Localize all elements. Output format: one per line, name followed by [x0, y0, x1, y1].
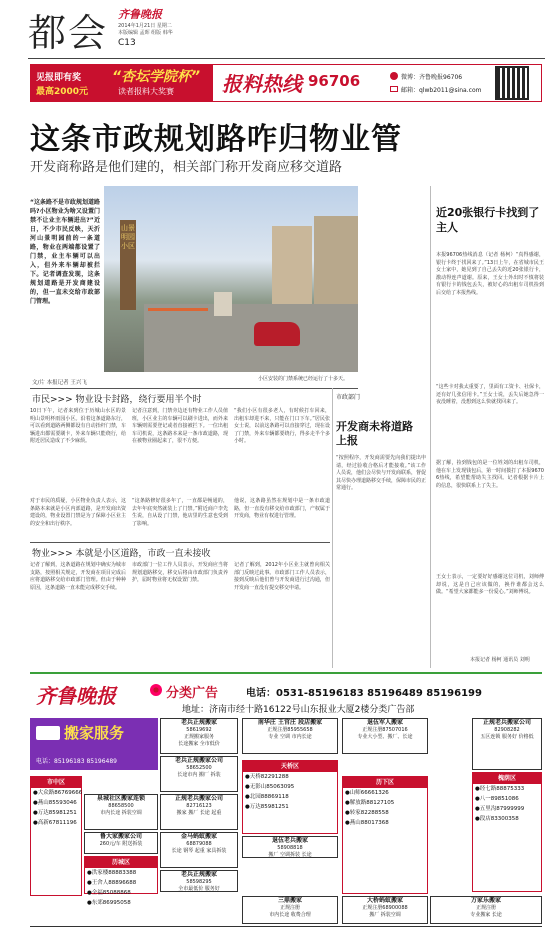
section-title: 都会 [28, 11, 109, 55]
listing-title: 正规老兵搬家公司 [482, 719, 531, 726]
district-block [342, 776, 428, 894]
district-block [30, 776, 82, 896]
article-column: “这条路修好很多年了，一直都是畅通的，去年年底突然就装上了门禁。”附近商户李先生说，自从设了门禁，他店里的生意也受到了影响。 [132, 498, 228, 527]
ad-title: 分类广告 [166, 686, 219, 701]
listing-title: 退伍军人搬家 [366, 719, 403, 726]
listing-text: 正规注册87507016 专业大小型、搬厂、长途 [357, 727, 413, 740]
section-heading-residents: 市民>>> 物业设卡封路，绕行要用半个时 [32, 395, 202, 405]
listing-text: 58652500 长途市内 搬厂 拆装 [177, 765, 221, 778]
district-name: 槐荫区 [473, 773, 541, 784]
promo-left-text: 见报即有奖 [36, 73, 82, 83]
district-phone: ●全福85088868 [87, 890, 131, 896]
listing-text: 68879088 长途 钢琴 起重 家具拆装 [171, 841, 227, 854]
photo-barrier [148, 308, 208, 311]
classified-listing [160, 794, 238, 830]
classified-listing [342, 896, 428, 924]
classified-listing [430, 896, 542, 924]
qr-code-icon [495, 66, 529, 100]
news-photo [104, 186, 358, 372]
district-phone: ●经七路88875333 [475, 786, 525, 792]
column-divider [430, 186, 431, 668]
ad-phone: 电话：0531-85196183 85196489 85196199 [246, 688, 482, 699]
gate-sign-text: 山景明园小区 [121, 224, 135, 250]
mail-icon [390, 86, 398, 92]
district-block [84, 856, 158, 906]
listing-text: 正规注册 专业搬家 长途 [470, 905, 502, 918]
headline: 这条市政规划路咋归物业管 [30, 122, 402, 157]
district-name: 历下区 [343, 777, 427, 788]
classified-listing [160, 718, 238, 754]
ad-brand-logo: 齐鲁晚报 [36, 684, 116, 708]
editors: 本版编辑 孟晖 组版 韩华 [118, 30, 173, 36]
listing-title: 正规老兵搬家公司 [174, 795, 223, 802]
district-phone: ●洪家楼88883388 [87, 870, 137, 876]
subsection-title: 开发商未将道路上报 [336, 420, 413, 447]
listing-title: 老兵正规搬家公司 [174, 757, 223, 764]
header-rule [28, 58, 545, 59]
district-name: 天桥区 [243, 761, 337, 772]
sidebar-text: 据了解，捡到钱包的是一位姓刘的出租车司机，他在车上发现钱包后，第一时间拨打了本报96706热线，希望能帮助失主找回。记者根据卡片上的信息，很快联系上了失主。 [436, 460, 544, 489]
listing-text: 58598295 全市最低价 服务好 [178, 879, 220, 892]
listing-text: 正规注册68900088 搬厂 拆装空调 [362, 905, 408, 918]
classified-listing [242, 836, 338, 858]
issue-date: 2014年1月21日 星期二 [118, 23, 172, 29]
listing-text: 88658500 市内长途 拆装空调 [100, 803, 142, 816]
promo-weibo: 微博：齐鲁晚报96706 [401, 74, 463, 81]
listing-title: 鲁大家搬家公司 [99, 833, 142, 840]
article-column: 记者了解到，2012年小区业主就曾向相关部门反映过此事。市政部门工作人员表示，接到反映后他们曾与开发商进行过沟通，但开发商一直没有提交移交申请。 [234, 562, 330, 591]
article-column: 他说，这条路虽然在规划中是一条市政道路，但一直没有移交给市政部门，产权属于开发商，物业有权进行管理。 [234, 498, 330, 519]
district-phone: ●山师66661326 [345, 790, 389, 796]
listing-text: 82908282 五区连锁 服务好 价格低 [480, 727, 534, 740]
district-name: 市中区 [31, 777, 81, 788]
district-phone: ●东郊86995058 [87, 900, 131, 906]
page-number: C13 [118, 38, 136, 48]
listing-text: 260元/车 附送拆装 [99, 841, 143, 847]
section-rule [30, 542, 330, 543]
photo-booth [214, 292, 232, 316]
lead-paragraph: “这条路不是市政规划道路吗?小区物业为啥又设置门禁不让业主车辆进出?”近日，不少市民反映，天沂河山景明园前的一条道路，物业在两端都设置了门禁，业主车辆可以出入，但外来车辆却被拦下。记者调查发现，这条规划道路是开发商建设的，但一直未交给市政部门管理。 [30, 199, 100, 305]
moving-banner-phone: 电话：85196183 85196489 [36, 758, 117, 765]
sidebar-title: 近20张银行卡找到了主人 [436, 206, 540, 234]
district-block [242, 760, 338, 834]
promo-mid-sub: 读者报料大奖赛 [118, 87, 174, 96]
district-phone: ●王舍人88896688 [87, 880, 137, 886]
listing-title: 退伍老兵搬家 [271, 837, 308, 844]
listing-text: 82716123 搬家 搬厂 长途 起重 [176, 803, 222, 816]
hotline-number: 96706 [308, 72, 361, 90]
district-phone: ●万达85981251 [245, 804, 289, 810]
photo-car [254, 322, 300, 346]
classified-listing [160, 832, 238, 868]
sidebar-text: 本报96706热线消息（记者 杨柯）“真得感谢，银行卡终于找回来了。”13日上午，在省城市民王女士家中，她见到了自己丢失的近20张银行卡，激动得连声道谢。原来，王女士外出时不慎将装有银行卡的钱包丢失，被好心的出租车司机捡到后交给了本报热线。 [436, 252, 544, 296]
district-phone: ●高新67811196 [33, 820, 77, 826]
listing-title: 三鼎搬家 [277, 897, 302, 904]
district-block [472, 772, 542, 892]
district-phone: ●大众路86769666 [33, 790, 83, 796]
district-phone: ●燕山85593046 [33, 800, 77, 806]
photo-gate-sign [120, 220, 136, 310]
listing-title: 南华庄 王官庄 段店搬家 [257, 719, 323, 726]
classified-listing [242, 718, 338, 754]
column-divider [332, 388, 333, 668]
article-column: 对于市民的质疑，小区物业负责人表示，这条路本来就是小区内部道路，是开发商出资建设的，物业设置门禁是为了保障小区业主的安全和出行秩序。 [30, 498, 126, 527]
listing-title: 老兵正规搬家 [180, 719, 217, 726]
section-heading-property: 物业>>> 本就是小区道路，市政一直未接收 [32, 549, 211, 559]
listing-text: 58908818 搬厂 空调拆装 长途 [268, 845, 312, 858]
photo-building [272, 226, 312, 306]
photo-building [314, 216, 358, 306]
district-phone: ●转家82288558 [345, 810, 389, 816]
district-phone: ●万达85981251 [33, 810, 77, 816]
section-rule [30, 388, 358, 389]
article-column: 市政部门一位工作人员表示，开发商应当将规划道路移交，移交后将由市政部门负责养护，届时物业将无权设置门禁。 [132, 562, 228, 583]
weibo-icon [390, 72, 398, 80]
sidebar-text: 王女士表示，一定要好好感谢这位司机，刘师傅却说，这是自己应该做的，换作谁都会这么做。“希望大家都能多一份爱心。”刘师傅说。 [436, 574, 544, 595]
listing-title: 金马蚂蚁搬家 [180, 833, 217, 840]
district-phone: ●八一89851086 [475, 796, 519, 802]
classified-listing [160, 870, 238, 892]
subheadline: 开发商称路是他们建的，相关部门称开发商应移交道路 [30, 160, 343, 175]
listing-text: 58619692 正规搬家服务 长途搬家 全市低价 [178, 727, 220, 747]
classified-listing [472, 718, 542, 770]
district-name: 历城区 [85, 857, 157, 868]
promo-mid-title: “杏坛学院杯” [112, 69, 201, 85]
ad-flower-icon [150, 684, 162, 696]
listing-title: 大桥蚂蚁搬家 [366, 897, 403, 904]
district-phone: ●北园88869118 [245, 794, 289, 800]
ad-address: 地址：济南市经十路16122号山东报业大厦2楼分类广告部 [182, 705, 415, 715]
classified-listing [84, 794, 158, 830]
district-phone: ●解放路88127105 [345, 800, 395, 806]
paper-logo: 齐鲁晚报 [118, 8, 162, 21]
listing-title: 泉城社区搬家连锁 [96, 795, 145, 802]
article-column: “我们小区有很多老人，有时候打车回来，出租车却进不来，只能在门口下车。”居民张女士说，以前这条路可以直接穿过，现在设了门禁，外来车辆都要绕行，得多走半个多小时。 [234, 408, 330, 444]
section-heading-municipal: 市政部门 [336, 394, 361, 401]
photo-credit: 文/片 本报记者 王兴飞 [32, 380, 87, 386]
listing-text: 正规注册 市内长途 收费合理 [269, 905, 311, 918]
promo-left-amount: 最高2000元 [36, 87, 89, 97]
ad-divider [30, 672, 542, 674]
district-phone: ●段店83300358 [475, 816, 519, 822]
article-column: 10日下午，记者来到位于历城山水区的景明山景明杯雨园小区。沿着这条道路东行，可以看到道路两侧都设有自动抬杆门禁，车辆进出都需要刷卡，外来车辆只能绕行，给附近居民造成了不少麻烦。 [30, 408, 126, 444]
article-column: 记者注意到，门禁旁边还有物业工作人员值班，小区业主的车辆可以刷卡进出，而外来车辆则需要登记或者直接被拦下。一位出租车司机说，这条路本来是一条市政道路，现在被物业圈起来了，很不方便。 [132, 408, 228, 444]
district-phone: ●天桥82291288 [245, 774, 289, 780]
district-phone: ●五里沟87999999 [475, 806, 525, 812]
promo-email: 邮箱：qlwb2011@sina.com [401, 87, 482, 94]
article-column: 记者了解到，这条道路在规划中确实为城市支路，按照相关规定，开发商在项目完成后应将道路移交给市政部门管理。但由于种种原因，这条道路一直未能完成移交手续。 [30, 562, 126, 591]
classified-listing [84, 832, 158, 854]
sidebar-text: “这些卡对我太重要了，里面有工资卡、社保卡，还有好几张信用卡。”王女士说，丢失后她急得一夜没睡着，没想到这么快就找回来了。 [436, 384, 544, 405]
listing-title: 老兵正规搬家 [180, 871, 217, 878]
page-bottom-rule [30, 926, 542, 927]
hotline-label: 报料热线 [222, 72, 302, 96]
listing-title: 万家乐搬家 [470, 897, 501, 904]
article-column: “按照程序，开发商需要先向我们提出申请，经过验收合格后才能接收。”该工作人员说，他们会尽快与开发商联系，督促其尽快办理道路移交手续，保障市民的正常通行。 [336, 455, 427, 491]
truck-icon [36, 726, 60, 740]
photo-road [144, 304, 358, 372]
district-phone: ●燕山88017368 [345, 820, 389, 826]
classified-listing [242, 896, 338, 924]
district-phone: ●无影山85063095 [245, 784, 295, 790]
classified-listing [342, 718, 428, 754]
listing-text: 正规注册85955658 专业 空调 市内长途 [267, 727, 313, 740]
classified-listing [160, 756, 238, 792]
sidebar-credit: 本报记者 杨柯 通讯员 刘明 [470, 657, 530, 663]
moving-banner-title: 搬家服务 [64, 724, 125, 742]
photo-caption: 小区安装的门禁系统已经运行了十多天。 [258, 376, 349, 382]
